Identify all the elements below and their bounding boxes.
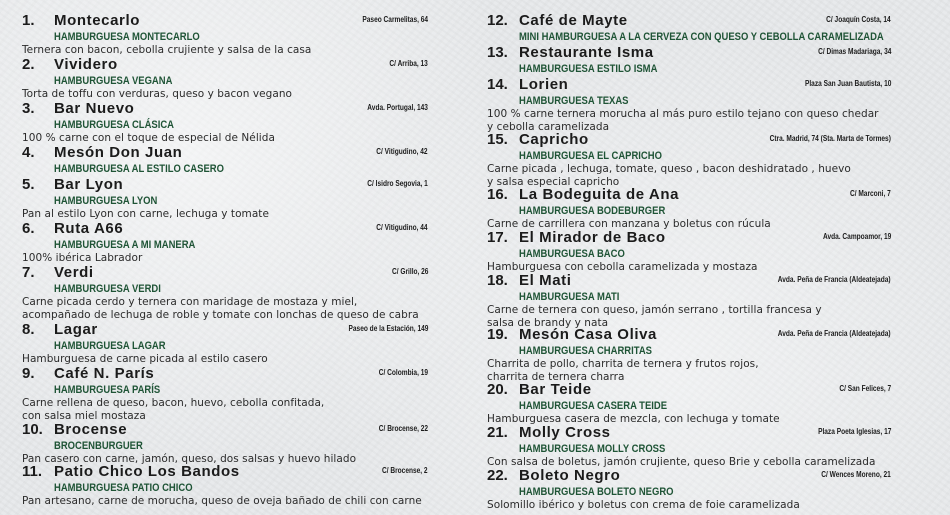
restaurant-entry (487, 271, 891, 330)
restaurant-entry (22, 263, 428, 322)
restaurant-name: Mesón Don Juan (54, 144, 183, 161)
entry-number: 16. (487, 186, 508, 203)
restaurant-entry (22, 420, 428, 466)
entry-number: 3. (22, 100, 35, 117)
restaurant-entry (487, 75, 891, 134)
burger-description-line: Carne rellena de queso, bacon, huevo, cebolla confitada, (22, 397, 325, 409)
restaurant-address: C/ Marconi, 7 (850, 189, 891, 198)
restaurant-name: Lorien (519, 76, 569, 93)
burger-name: HAMBURGUESA CASERA TEIDE (519, 400, 668, 412)
burger-description-line: Torta de toffu con verduras, queso y bacon vegano (22, 88, 293, 100)
restaurant-address: C/ Arriba, 13 (389, 59, 428, 68)
restaurant-address: C/ Joaquín Costa, 14 (826, 15, 891, 24)
entry-number: 13. (487, 44, 508, 61)
restaurant-name: El Mati (519, 272, 572, 289)
restaurant-entry (22, 320, 428, 366)
restaurant-address: Ctra. Madrid, 74 (Sta. Marta de Tormes) (769, 134, 891, 143)
burger-name: HAMBURGUESA VERDI (54, 283, 161, 295)
burger-description-line: 100 % carne ternera morucha al más puro estilo tejano con queso chedar (487, 108, 879, 120)
entry-header (22, 462, 428, 481)
burger-name: HAMBURGUESA VEGANA (54, 75, 173, 87)
restaurant-address: C/ Grillo, 26 (391, 267, 428, 276)
entry-header (487, 423, 891, 442)
restaurant-name: Patio Chico Los Bandos (54, 463, 240, 480)
burger-name: HAMBURGUESA BOLETO NEGRO (519, 486, 674, 498)
burger-description-line: Pan casero con carne, jamón, queso, dos salsas y huevo hilado (22, 453, 357, 465)
restaurant-address: Avda. Peña de Francia (Aldeatejada) (778, 275, 891, 284)
restaurant-entry (487, 185, 891, 231)
restaurant-entry (487, 466, 891, 512)
entry-number: 17. (487, 229, 508, 246)
restaurant-entry (22, 364, 428, 423)
restaurant-address: C/ Vitigudino, 44 (376, 223, 428, 232)
restaurant-name: Boleto Negro (519, 467, 621, 484)
entry-number: 12. (487, 12, 508, 29)
restaurant-name: Bar Teide (519, 381, 592, 398)
restaurant-name: Mesón Casa Oliva (519, 326, 657, 343)
burger-name: HAMBURGUESA MONTECARLO (54, 31, 200, 43)
entry-number: 21. (487, 424, 508, 441)
restaurant-entry (22, 143, 428, 176)
restaurant-address: C/ Vitigudino, 42 (376, 147, 428, 156)
burger-name: HAMBURGUESA MATI (519, 291, 620, 303)
restaurant-name: La Bodeguita de Ana (519, 186, 680, 203)
burger-description-line: Solomillo ibérico y boletus con crema de foie caramelizada (487, 499, 800, 511)
restaurant-address: Plaza San Juan Bautista, 10 (804, 79, 891, 88)
burger-name: HAMBURGUESA CLÁSICA (54, 119, 175, 131)
entry-header (487, 325, 891, 344)
entry-header (487, 271, 891, 290)
burger-description-line: Con salsa de boletus, jamón crujiente, queso Brie y cebolla caramelizada (487, 456, 876, 468)
entry-header (22, 320, 428, 339)
entry-header (487, 11, 891, 30)
restaurant-address: C/ Isidro Segovia, 1 (367, 179, 428, 188)
restaurant-address: Avda. Peña de Francia (Aldeatejada) (778, 329, 891, 338)
entry-header (487, 466, 891, 485)
entry-number: 18. (487, 272, 508, 289)
burger-name: HAMBURGUESA LYON (54, 195, 158, 207)
entry-number: 19. (487, 326, 508, 343)
burger-name: BROCENBURGUER (54, 440, 143, 452)
burger-name: HAMBURGUESA MOLLY CROSS (519, 443, 666, 455)
entry-number: 8. (22, 321, 35, 338)
restaurant-name: Bar Lyon (54, 176, 124, 193)
restaurant-name: Ruta A66 (54, 220, 124, 237)
restaurant-address: Plaza Poeta Iglesias, 17 (817, 427, 891, 436)
burger-name: HAMBURGUESA PARÍS (54, 384, 161, 396)
burger-description-line: Carne picada , lechuga, tomate, queso , bacon deshidratado , huevo (487, 163, 851, 175)
restaurant-address: C/ Brocense, 2 (382, 466, 428, 475)
burger-description-line: Hamburguesa de carne picada al estilo casero (22, 353, 268, 365)
burger-description-line: y salsa especial capricho (487, 175, 620, 188)
entry-header (487, 228, 891, 247)
entry-header (487, 130, 891, 149)
restaurant-name: Restaurante Isma (519, 44, 654, 61)
restaurant-address: Avda. Portugal, 143 (367, 103, 428, 112)
entry-number: 4. (22, 144, 35, 161)
entry-number: 14. (487, 76, 508, 93)
restaurant-name: El Mirador de Baco (519, 229, 666, 246)
entry-number: 5. (22, 176, 35, 193)
burger-description-line: acompañado de lechuga de roble y tomate con lonchas de queso de cabra (22, 308, 419, 321)
burger-description-line: Charrita de pollo, charrita de ternera y frutos rojos, (487, 358, 759, 370)
restaurant-address: C/ Wences Moreno, 21 (821, 470, 891, 479)
burger-name: HAMBURGUESA CHARRITAS (519, 345, 652, 357)
restaurant-name: Lagar (54, 321, 98, 338)
restaurant-entry (487, 11, 891, 44)
restaurant-name: Brocense (54, 421, 128, 438)
burger-name: HAMBURGUESA BACO (519, 248, 625, 260)
entry-number: 22. (487, 467, 508, 484)
restaurant-name: Café N. París (54, 365, 155, 382)
burger-description-line: Carne de carrillera con manzana y boletus con rúcula (487, 218, 771, 230)
entry-number: 15. (487, 131, 508, 148)
entry-header (22, 364, 428, 383)
restaurant-entry (487, 380, 891, 426)
restaurant-address: C/ Brocense, 22 (378, 424, 428, 433)
restaurant-address: C/ San Felices, 7 (839, 384, 891, 393)
burger-description-line: Pan al estilo Lyon con carne, lechuga y tomate (22, 208, 269, 220)
restaurant-entry (487, 228, 891, 274)
entry-header (22, 143, 428, 162)
burger-name: HAMBURGUESA PATIO CHICO (54, 482, 193, 494)
restaurant-entry (22, 11, 428, 57)
entry-number: 1. (22, 12, 35, 29)
burger-description-line: con salsa miel mostaza (22, 409, 146, 422)
restaurant-entry (487, 43, 891, 76)
restaurant-name: Vividero (54, 56, 118, 73)
burger-description-line: Hamburguesa casera de mezcla, con lechuga y tomate (487, 413, 780, 425)
restaurant-address: Paseo Carmelitas, 64 (362, 15, 428, 24)
restaurant-name: Café de Mayte (519, 12, 628, 29)
restaurant-entry (22, 462, 428, 508)
entry-number: 11. (22, 463, 43, 480)
burger-name: HAMBURGUESA EL CAPRICHO (519, 150, 662, 162)
burger-description-line: Pan artesano, carne de morucha, queso de oveja bañado de chili con carne (22, 495, 422, 507)
entry-number: 6. (22, 220, 35, 237)
entry-header (487, 43, 891, 62)
burger-description-line: 100% ibérica Labrador (22, 252, 143, 264)
burger-description-line: Carne de ternera con queso, jamón serrano , tortilla francesa y (487, 304, 822, 316)
restaurant-address: C/ Dimas Madariaga, 34 (817, 47, 891, 56)
entry-header (22, 55, 428, 74)
entry-header (22, 219, 428, 238)
restaurant-address: C/ Colombia, 19 (378, 368, 428, 377)
restaurant-name: Bar Nuevo (54, 100, 135, 117)
restaurant-entry (22, 175, 428, 221)
restaurant-entry (487, 423, 891, 469)
entry-number: 9. (22, 365, 35, 382)
restaurant-entry (487, 325, 891, 384)
restaurant-address: Paseo de la Estación, 149 (348, 324, 428, 333)
burger-name: HAMBURGUESA A MI MANERA (54, 239, 196, 251)
burger-description-line: Hamburguesa con cebolla caramelizada y mostaza (487, 261, 758, 273)
entry-header (487, 380, 891, 399)
entry-header (487, 75, 891, 94)
entry-header (487, 185, 891, 204)
burger-name: HAMBURGUESA ESTILO ISMA (519, 63, 658, 75)
entry-header (22, 11, 428, 30)
burger-name: HAMBURGUESA BODEBURGER (519, 205, 666, 217)
burger-description-line: Ternera con bacon, cebolla crujiente y salsa de la casa (22, 44, 312, 56)
burger-name: HAMBURGUESA TEXAS (519, 95, 629, 107)
restaurant-entry (22, 99, 428, 145)
restaurant-name: Montecarlo (54, 12, 141, 29)
restaurant-name: Molly Cross (519, 424, 611, 441)
restaurant-entry (22, 219, 428, 265)
restaurant-name: Verdi (54, 264, 94, 281)
restaurant-address: Avda. Campoamor, 19 (822, 232, 891, 241)
burger-description-line: y cebolla caramelizada (487, 120, 610, 133)
restaurant-name: Capricho (519, 131, 589, 148)
burger-description-line: 100 % carne con el toque de especial de Nélida (22, 132, 275, 144)
entry-number: 7. (22, 264, 35, 281)
burger-name: HAMBURGUESA AL ESTILO CASERO (54, 163, 224, 175)
entry-header (22, 263, 428, 282)
burger-name: MINI HAMBURGUESA A LA CERVEZA CON QUESO Y CEBOLLA CARAMELIZADA (519, 31, 884, 43)
entry-number: 20. (487, 381, 508, 398)
burger-description-line: salsa de brandy y nata (487, 316, 609, 329)
burger-description-line: charrita de ternera charra (487, 370, 625, 383)
entry-number: 2. (22, 56, 35, 73)
entry-header (22, 420, 428, 439)
entry-header (22, 99, 428, 118)
burger-name: HAMBURGUESA LAGAR (54, 340, 166, 352)
entry-header (22, 175, 428, 194)
burger-description-line: Carne picada cerdo y ternera con maridage de mostaza y miel, (22, 296, 358, 308)
restaurant-entry (487, 130, 891, 189)
restaurant-entry (22, 55, 428, 101)
entry-number: 10. (22, 421, 43, 438)
